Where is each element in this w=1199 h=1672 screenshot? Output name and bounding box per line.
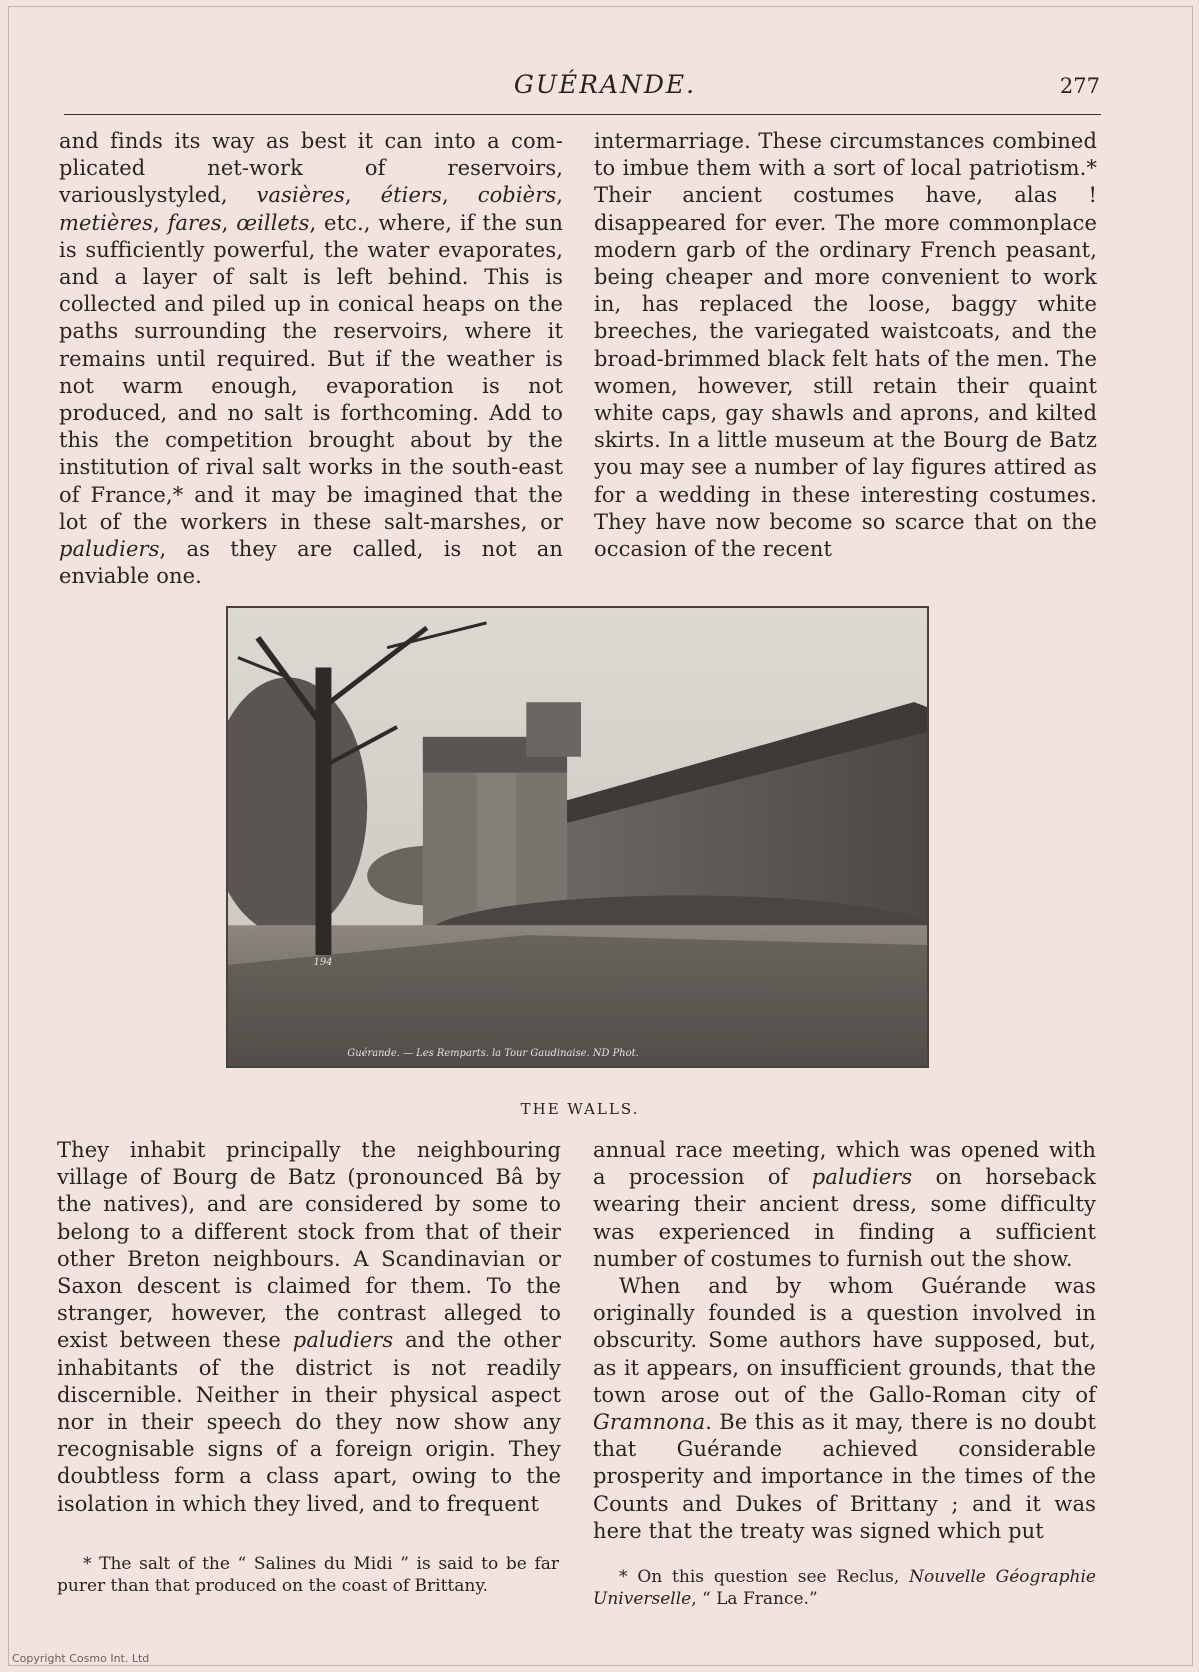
- text-run: and the other inhabitants of the district is not readily discernible. Neither in their physical aspect nor in their speech do they now show any recognisable signs of a foreign origin. They doubtless form a class apart, owing to the isolation in which they lived, and to frequent: [57, 1328, 561, 1516]
- text-run: , etc., where, if the sun is sufficiently powerful, the water evaporates, and a layer of salt is left behind. This is collected and piled up in conical heaps on the paths surrounding the reservoirs, where it remains until required. But if the weather is not warm enough, evaporation is not produced, and no salt is forthcoming. Add to this the competition brought about by the institution of rival salt works in the south-east of France,* and it may be imagined that the lot of the workers in these salt-marshes, or: [59, 210, 563, 534]
- paragraph: [59, 128, 563, 590]
- text-run: ,: [152, 210, 168, 235]
- footnote-right: [593, 1566, 1096, 1610]
- text-run: , as they are called, is not an enviable one.: [59, 537, 563, 589]
- text-run: on horseback wearing their ancient dress, some difficulty was experienced in finding a sufficient number of costumes to furnish out the show.: [593, 1165, 1096, 1271]
- header-rule: [64, 114, 1101, 115]
- italic-term: étiers: [380, 183, 443, 208]
- italic-term: œillets: [236, 210, 310, 235]
- photo-illustration: [228, 608, 927, 1066]
- column-left-top: [59, 128, 563, 590]
- paragraph: [594, 128, 1097, 563]
- footnote-left: [57, 1553, 559, 1597]
- italic-term: vasières: [256, 183, 345, 208]
- text-run: ,: [556, 183, 563, 208]
- text-run: plicated net-work of reservoirs, variously: [59, 156, 563, 208]
- text-run: * On this question see Reclus,: [619, 1567, 910, 1587]
- paragraph: [593, 1273, 1096, 1545]
- italic-term: Gramnona: [593, 1410, 706, 1435]
- text-run: intermarriage. These circumstances combined to imbue them with a sort of local patriotism.* Their ancient costumes have, alas ! disappeared for ever. The more commonplace modern garb of the ordinary French peasant, being cheaper and more convenient to work in, has replaced the loose, baggy white breeches, the variegated waistcoats, and the broad-brimmed black felt hats of the men. The women, however, still retain their quaint white caps, gay shawls and aprons, and kilted skirts. In a little museum at the Bourg de Batz you may see a number of lay figures attired as for a wedding in these interesting costumes. They have now become so scarce that on the occasion of the recent: [594, 129, 1097, 562]
- photo-the-walls: [226, 606, 929, 1068]
- italic-term: paludiers: [811, 1165, 913, 1190]
- text-run: , “ La France.”: [691, 1589, 818, 1609]
- italic-term: metières: [59, 210, 153, 235]
- italic-term: paludiers: [292, 1328, 394, 1353]
- text-run: * The salt of the “ Salines du Midi ” is said to be far purer than that produced on the coast of Brittany.: [57, 1554, 559, 1596]
- text-run: When and by whom Guérande was originally founded is a question involved in obscurity. Some authors have supposed, but, as it appears, on insufficient grounds, that the town arose out of the Gallo-Roman city of: [593, 1274, 1096, 1407]
- italic-term: cobièrs: [477, 183, 557, 208]
- text-run: . Be this as it may, there is no doubt that Guérande achieved considerable prosperity and importance in the times of the Counts and Dukes of Brittany ; and it was here that the treaty was signed which put: [593, 1410, 1096, 1543]
- text-run: ,: [442, 183, 478, 208]
- photo-plate-number: 194: [313, 956, 333, 968]
- column-left-bottom: [57, 1137, 561, 1518]
- italic-term: paludiers: [59, 537, 160, 562]
- column-right-top: [594, 128, 1097, 563]
- page-number: 277: [1059, 74, 1100, 98]
- footnote-text: [593, 1566, 1096, 1610]
- italic-term: fares: [167, 210, 222, 235]
- text-run: They inhabit principally the neighbouring village of Bourg de Batz (pronounced Bâ by the natives), and are considered by some to belong to a different stock from that of their other Breton neighbours. A Scandinavian or Saxon descent is claimed for them. To the stranger, however, the contrast alleged to exist between these: [57, 1138, 561, 1353]
- running-head-title: GUÉRANDE.: [513, 70, 697, 99]
- text-run: styled,: [156, 183, 257, 208]
- copyright-notice: Copyright Cosmo Int. Ltd: [12, 1652, 150, 1665]
- text-run: ,: [344, 183, 381, 208]
- footnote-text: [57, 1553, 559, 1597]
- text-run: and finds its way as best it can into a com-: [59, 129, 563, 153]
- text-run: annual race meeting, which was opened with a procession of: [593, 1138, 1096, 1190]
- figure-caption: THE WALLS.: [520, 1100, 640, 1118]
- paragraph: [57, 1137, 561, 1518]
- photo-label: Guérande. — Les Remparts. la Tour Gaudinaise. ND Phot.: [347, 1048, 639, 1060]
- text-run: ,: [221, 210, 237, 235]
- column-right-bottom: [593, 1137, 1096, 1545]
- paragraph: [593, 1137, 1096, 1273]
- italic-term: Nouvelle Géographie Universelle: [593, 1567, 1096, 1609]
